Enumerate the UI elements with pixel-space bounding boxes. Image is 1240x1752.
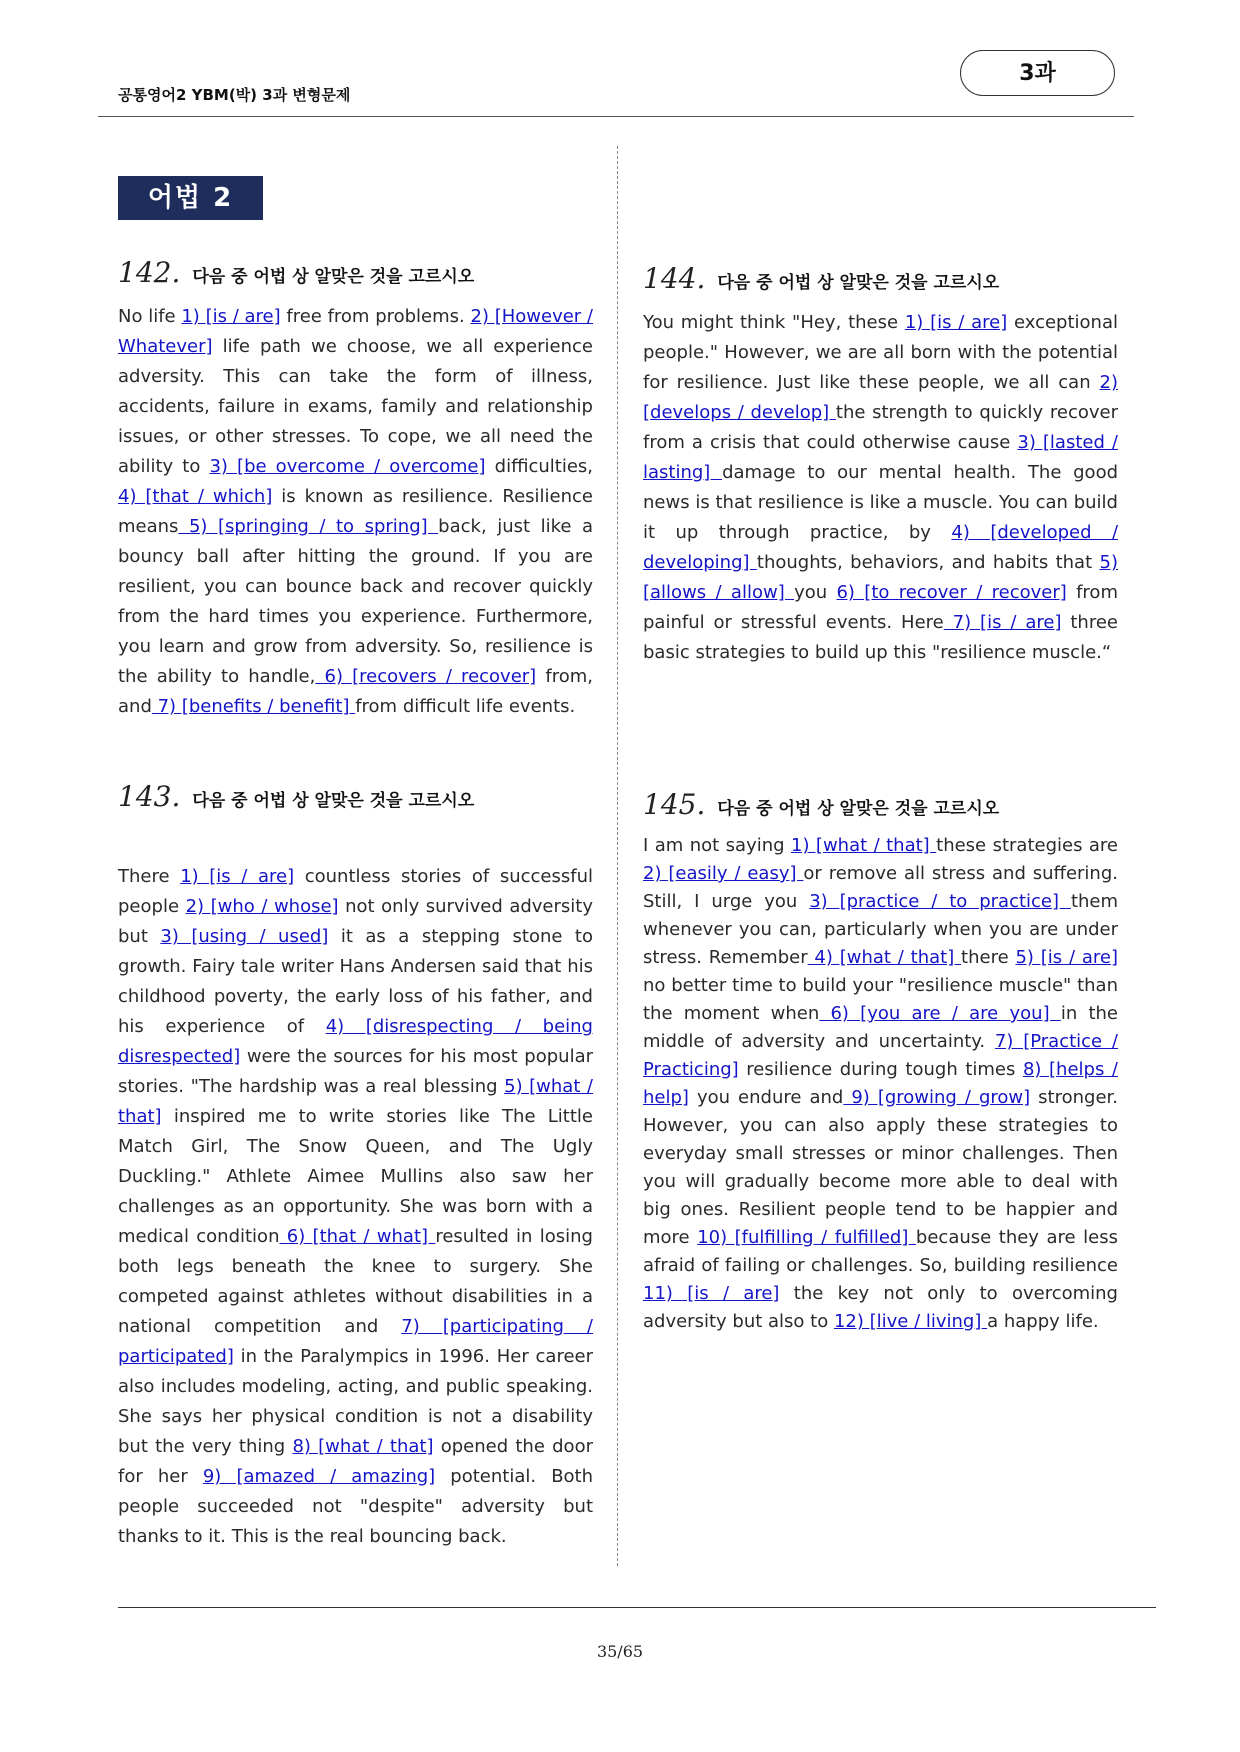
question-number: 142.: [118, 256, 181, 289]
footer-rule: [118, 1607, 1156, 1608]
blank-choice[interactable]: 2) [easily / easy]: [643, 863, 804, 884]
blank-choice[interactable]: 2) [who / whose]: [185, 896, 339, 917]
question-number: 144.: [643, 262, 706, 295]
question-145-passage: I am not saying 1) [what / that] these strategies are 2) [easily / easy] or remove all stress and suffering. Still, I urge you 3) [practice / to practice] them whenever you can, particularly when you are under stress. Remember 4) [what / that] there 5) [is / are] no better time to build your "resilience muscle" than the moment when 6) [you are / are you] in the middle of adversity and uncertainty. 7) [Practice / Practicing] resilience during tough times 8) [helps / help] you endure and 9) [growing / grow] stronger. However, you can also apply these strategies to everyday small stresses or minor challenges. Then you will gradually become more able to deal with big ones. Resilient people tend to be happier and more 10) [fulfilling / fulfilled] because they are less afraid of failing or challenges. So, building resilience 11) [is / are] the key not only to overcoming adversity but also to 12) [live / living] a happy life.: [643, 835, 1119, 1332]
question-number: 143.: [118, 780, 181, 813]
blank-choice[interactable]: 8) [what / that]: [292, 1436, 434, 1457]
blank-choice[interactable]: 6) [that / what]: [279, 1226, 436, 1247]
blank-choice[interactable]: 1) [is / are]: [181, 306, 281, 327]
blank-choice[interactable]: 12) [live / living]: [833, 1311, 988, 1332]
question-instruction: 다음 중 어법 상 알맞은 것을 고르시오: [717, 273, 1000, 293]
blank-choice[interactable]: 3) [be overcome / overcome]: [209, 456, 486, 477]
blank-choice[interactable]: 7) [participating / participated]: [118, 1316, 593, 1367]
blank-choice[interactable]: 7) [is / are]: [943, 612, 1062, 633]
blank-choice[interactable]: 4) [developed / developing]: [643, 522, 1119, 573]
lesson-badge: 3과: [960, 50, 1115, 96]
blank-choice[interactable]: 5) [what / that]: [118, 1076, 593, 1127]
page-number: 35/65: [596, 1642, 644, 1661]
document-header-title: 공통영어2 YBM(박) 3과 변형문제: [118, 86, 351, 104]
blank-choice[interactable]: 6) [you are / are you]: [819, 1003, 1061, 1024]
blank-choice[interactable]: 4) [that / which]: [118, 486, 273, 507]
column-divider: [617, 146, 618, 1566]
blank-choice[interactable]: 9) [amazed / amazing]: [202, 1466, 436, 1487]
blank-choice[interactable]: 11) [is / are]: [643, 1283, 780, 1304]
question-142-heading: [118, 256, 474, 289]
blank-choice[interactable]: 10) [fulfilling / fulfilled]: [697, 1227, 916, 1248]
blank-choice[interactable]: 6) [to recover / recover]: [836, 582, 1067, 603]
blank-choice[interactable]: 3) [practice / to practice]: [809, 891, 1071, 912]
question-instruction: 다음 중 어법 상 알맞은 것을 고르시오: [192, 791, 475, 811]
blank-choice[interactable]: 6) [recovers / recover]: [315, 666, 537, 687]
question-143-passage: There 1) [is / are] countless stories of successful people 2) [who / whose] not only survived adversity but 3) [using / used] it as a stepping stone to growth. Fairy tale writer Hans Andersen said that his childhood poverty, the early loss of his father, and his experience of 4) [disrespecting / being disrespected] were the sources for his most popular stories. "The hardship was a real blessing 5) [what / that] inspired me to write stories like The Little Match Girl, The Snow Queen, and The Ugly Duckling." Athlete Aimee Mullins also saw her challenges as an opportunity. She was born with a medical condition 6) [that / what] resulted in losing both legs beneath the knee to surgery. She competed against athletes without disabilities in a national competition and 7) [participating / participated] in the Paralympics in 1996. Her career also includes modeling, acting, and public speaking. She says her physical condition is not a disability but the very thing 8) [what / that] opened the door for her 9) [amazed / amazing] potential. Both people succeeded not "despite" adversity but thanks to it. This is the real bouncing back.: [118, 866, 594, 1547]
question-143-heading: [118, 780, 474, 813]
blank-choice[interactable]: 8) [helps / help]: [643, 1059, 1118, 1108]
blank-choice[interactable]: 5) [allows / allow]: [643, 552, 1118, 603]
blank-choice[interactable]: 2) [However / Whatever]: [118, 306, 593, 357]
blank-choice[interactable]: 4) [what / that]: [807, 947, 962, 968]
section-title: 어법 2: [118, 176, 263, 220]
question-144-passage: You might think "Hey, these 1) [is / are] exceptional people." However, we are all born with the potential for resilience. Just like these people, we all can 2) [develops / develop] the strength to quickly recover from a crisis that could otherwise cause 3) [lasted / lasting] damage to our mental health. The good news is that resilience is like a muscle. You can build it up through practice, by 4) [developed / developing] thoughts, behaviors, and habits that 5) [allows / allow] you 6) [to recover / recover] from painful or stressful events. Here 7) [is / are] three basic strategies to build up this "resilience muscle.“: [643, 312, 1119, 663]
header-rule: [98, 116, 1134, 117]
blank-choice[interactable]: 1) [what / that]: [791, 835, 937, 856]
blank-choice[interactable]: 7) [benefits / benefit]: [151, 696, 356, 717]
blank-choice[interactable]: 3) [using / used]: [160, 926, 329, 947]
blank-choice[interactable]: 7) [Practice / Practicing]: [643, 1031, 1118, 1080]
question-142-passage: No life 1) [is / are] free from problems. 2) [However / Whatever] life path we choose, we all experience adversity. This can take the form of illness, accidents, failure in exams, family and relationship issues, or other stresses. To cope, we all need the ability to 3) [be overcome / overcome] difficulties, 4) [that / which] is known as resilience. Resilience means 5) [springing / to spring] back, just like a bouncy ball after hitting the ground. If you are resilient, you can bounce back and recover quickly from the hard times you experience. Furthermore, you learn and grow from adversity. So, resilience is the ability to handle, 6) [recovers / recover] from, and 7) [benefits / benefit] from difficult life events.: [118, 306, 594, 717]
blank-choice[interactable]: 1) [is / are]: [180, 866, 295, 887]
blank-choice[interactable]: 5) [springing / to spring]: [178, 516, 439, 537]
blank-choice[interactable]: 4) [disrespecting / being disrespected]: [118, 1016, 593, 1067]
question-instruction: 다음 중 어법 상 알맞은 것을 고르시오: [192, 267, 475, 287]
blank-choice[interactable]: 3) [lasted / lasting]: [643, 432, 1118, 483]
question-145-heading: [643, 788, 999, 821]
question-144-heading: [643, 262, 999, 295]
blank-choice[interactable]: 9) [growing / grow]: [843, 1087, 1031, 1108]
blank-choice[interactable]: 5) [is / are]: [1015, 947, 1118, 968]
question-instruction: 다음 중 어법 상 알맞은 것을 고르시오: [717, 799, 1000, 819]
question-number: 145.: [643, 788, 706, 821]
blank-choice[interactable]: 2) [develops / develop]: [643, 372, 1118, 423]
blank-choice[interactable]: 1) [is / are]: [904, 312, 1008, 333]
